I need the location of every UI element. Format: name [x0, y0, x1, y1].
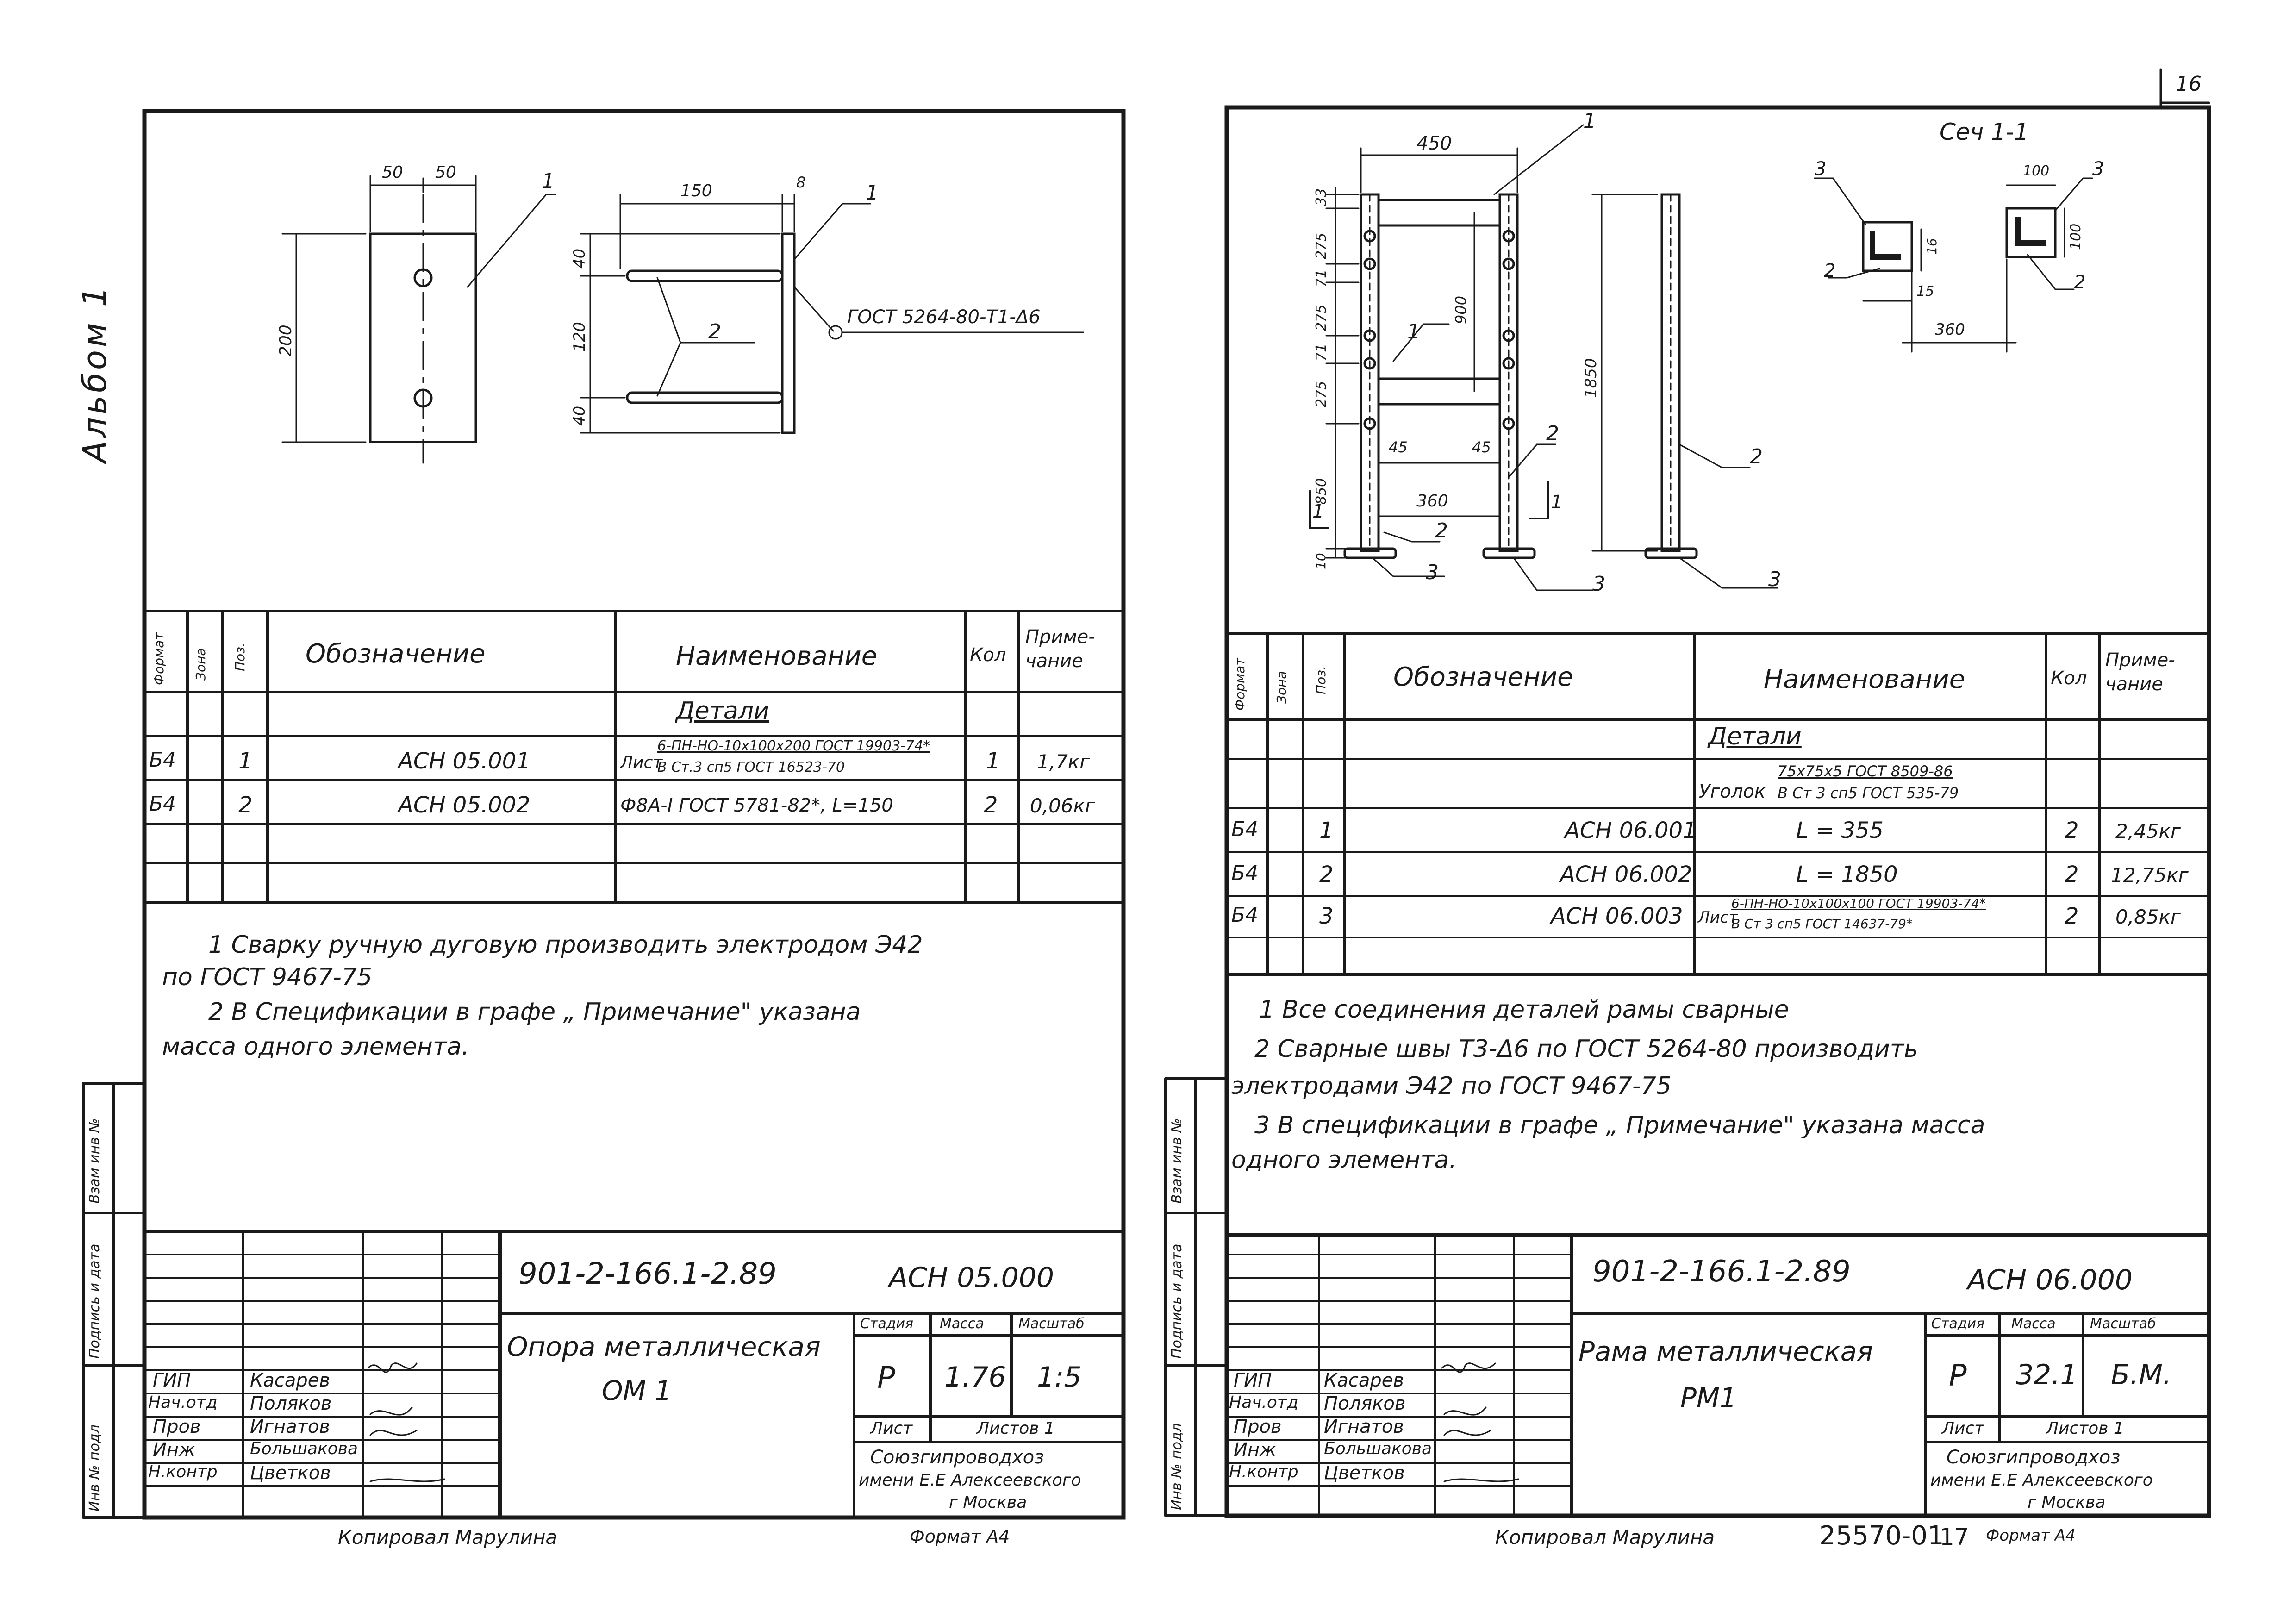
- left-role-5: Н.контр: [148, 1462, 218, 1481]
- left-row1-name-top: 6-ПН-НО-10х100х200 ГОСТ 19903-74*: [657, 738, 930, 754]
- right-tb-sheets-label: Листов 1: [2046, 1419, 2124, 1438]
- right-row1-format: Б4: [1231, 818, 1259, 841]
- right-row3-format: Б4: [1231, 903, 1259, 927]
- right-name-2: Поляков: [1324, 1393, 1406, 1414]
- right-row2-qty: 2: [2065, 862, 2079, 887]
- left-spec-h-pos: Поз.: [232, 643, 248, 671]
- right-row1-qty: 2: [2065, 818, 2079, 843]
- left-side-label-2: Подпись и дата: [87, 1243, 103, 1359]
- right-dim-33: 33: [1313, 188, 1329, 206]
- left-dim-120: 120: [570, 322, 589, 352]
- right-name-4: Большакова: [1324, 1439, 1432, 1458]
- right-tb-doc: АСН 06.000: [1967, 1264, 2133, 1296]
- page-number: 16: [2176, 72, 2202, 96]
- right-row2-format: Б4: [1231, 862, 1259, 885]
- right-role-4: Инж: [1234, 1439, 1277, 1461]
- right-footer-format: Формат А4: [1986, 1526, 2076, 1545]
- right-callout-2d: 2: [1824, 260, 1836, 281]
- right-tb-sheet-label: Лист: [1942, 1419, 1984, 1438]
- left-spec-h-zone: Зона: [193, 648, 208, 681]
- right-footer-copied: Копировал Марулина: [1495, 1526, 1715, 1549]
- left-row1-qty: 1: [986, 748, 1000, 774]
- left-dim-8: 8: [796, 174, 806, 191]
- left-tb-mass-label: Масса: [940, 1316, 984, 1332]
- left-tb-scale-label: Масштаб: [1018, 1316, 1085, 1332]
- right-section-mark-b: 1: [1551, 492, 1563, 513]
- left-row2-name: Ф8А-I ГОСТ 5781-82*, L=150: [620, 795, 893, 816]
- right-row3-note: 0,85кг: [2115, 906, 2181, 928]
- left-tb-sheet-label: Лист: [870, 1419, 913, 1438]
- left-dim-40b: 40: [570, 406, 589, 426]
- right-row2-note: 12,75кг: [2111, 864, 2189, 887]
- right-dim-900: 900: [1452, 295, 1470, 324]
- right-row2-designation: АСН 06.002: [1560, 862, 1692, 887]
- right-row3-name-bottom: В Ст 3 сп5 ГОСТ 14637-79*: [1731, 916, 1913, 931]
- left-name-3: Игнатов: [250, 1416, 330, 1437]
- left-dim-40a: 40: [570, 248, 589, 269]
- right-tb-title-2: РМ1: [1680, 1382, 1737, 1413]
- left-tb-doc: АСН 05.000: [889, 1262, 1054, 1294]
- left-footer-copied: Копировал Марулина: [338, 1526, 558, 1549]
- right-role-5: Н.контр: [1229, 1462, 1298, 1481]
- left-note-1b: по ГОСТ 9467-75: [162, 963, 373, 991]
- right-dim-1850: 1850: [1582, 358, 1600, 398]
- right-spec-material-prefix: Уголок: [1699, 781, 1766, 802]
- left-note-1: 1 Сварку ручную дуговую производить электродом Э42: [208, 931, 923, 959]
- right-note-2: 2 Сварные швы Т3-Δ6 по ГОСТ 5264-80 производить: [1254, 1035, 1918, 1063]
- right-name-1: Касарев: [1324, 1370, 1404, 1391]
- left-tb-title-2: ОМ 1: [602, 1375, 672, 1406]
- right-dim-850: 850: [1313, 478, 1329, 505]
- left-spec-h-note: Приме- чание: [1025, 626, 1095, 672]
- left-tb-title-1: Опора металлическая: [507, 1331, 821, 1362]
- left-name-4: Большакова: [250, 1439, 358, 1458]
- left-note-2: 2 В Спецификации в графе „ Примечание" указана: [208, 998, 861, 1026]
- left-footer-format: Формат А4: [910, 1526, 1010, 1547]
- right-frame-drawing: [1310, 125, 2092, 590]
- right-callout-2b: 2: [1435, 519, 1448, 543]
- right-dim-45a: 45: [1389, 438, 1408, 456]
- left-name-1: Касарев: [250, 1370, 330, 1391]
- right-note-3b: одного элемента.: [1231, 1146, 1457, 1174]
- left-role-2: Нач.отд: [148, 1393, 218, 1412]
- left-tb-org-2: имени Е.Е Алексеевского: [859, 1471, 1081, 1490]
- left-dim-200: 200: [276, 325, 295, 356]
- left-weld-note: ГОСТ 5264-80-Т1-Δ6: [847, 306, 1041, 328]
- left-note-2b: масса одного элемента.: [162, 1033, 469, 1061]
- right-note-3: 3 В спецификации в графе „ Примечание" указана масса: [1254, 1112, 1985, 1139]
- left-spec-h-designation: Обозначение: [306, 639, 486, 669]
- left-row2-format: Б4: [149, 792, 176, 816]
- left-tb-scale: 1:5: [1037, 1361, 1082, 1393]
- right-tb-org-2: имени Е.Е Алексеевского: [1930, 1471, 2153, 1490]
- right-tb-scale: Б.М.: [2111, 1359, 2172, 1391]
- right-dim-100b: 100: [2068, 223, 2084, 250]
- right-callout-3e: 3: [2092, 158, 2104, 180]
- right-row2-pos: 2: [1319, 862, 1334, 887]
- left-row1-name-prefix: Лист: [620, 753, 663, 772]
- left-callout-2: 2: [708, 320, 721, 344]
- left-name-5: Цветков: [250, 1462, 331, 1484]
- left-row1-note: 1,7кг: [1037, 750, 1090, 773]
- right-spec-h-zone: Зона: [1274, 671, 1289, 704]
- left-dim-150: 150: [680, 181, 712, 200]
- left-name-2: Поляков: [250, 1393, 332, 1414]
- right-row1-name: L = 355: [1796, 818, 1884, 843]
- left-row2-pos: 2: [238, 792, 253, 818]
- right-tb-title-1: Рама металлическая: [1578, 1336, 1873, 1367]
- left-spec-h-format: Формат: [151, 632, 167, 685]
- left-row1-format: Б4: [149, 748, 176, 772]
- right-tb-mass: 32.1: [2016, 1359, 2078, 1391]
- right-dim-71a: 71: [1313, 269, 1329, 287]
- right-tb-mass-label: Масса: [2011, 1316, 2056, 1332]
- right-spec-material-top: 75х75х5 ГОСТ 8509-86: [1778, 762, 1953, 780]
- right-note-2b: электродами Э42 по ГОСТ 9467-75: [1231, 1072, 1672, 1100]
- right-dim-360b: 360: [1935, 320, 1965, 339]
- left-tb-stage: Р: [877, 1361, 895, 1395]
- right-row1-note: 2,45кг: [2115, 820, 2181, 843]
- right-callout-2e: 2: [2074, 272, 2086, 293]
- right-dim-360: 360: [1416, 492, 1448, 511]
- right-spec-h-pos: Поз.: [1313, 666, 1329, 694]
- right-tb-scale-label: Масштаб: [2090, 1316, 2156, 1332]
- left-tb-stage-label: Стадия: [860, 1316, 914, 1332]
- right-dim-275c: 275: [1313, 381, 1329, 407]
- left-row2-note: 0,06кг: [1030, 794, 1095, 817]
- right-side-label-3: Инв № подл: [1169, 1423, 1185, 1510]
- left-dim-50a: 50: [382, 163, 403, 182]
- right-spec-h-name: Наименование: [1764, 664, 1965, 694]
- right-tb-stage-label: Стадия: [1931, 1316, 1985, 1332]
- right-callout-1a: 1: [1583, 109, 1596, 133]
- right-role-1: ГИП: [1234, 1370, 1272, 1391]
- left-spec-section: Детали: [676, 697, 769, 725]
- right-dim-100a: 100: [2023, 163, 2050, 179]
- left-spec-h-name: Наименование: [676, 641, 878, 671]
- right-dim-10: 10: [1313, 553, 1329, 569]
- left-spec-h-qty: Кол: [970, 644, 1006, 666]
- left-role-1: ГИП: [153, 1370, 191, 1391]
- right-dim-275a: 275: [1313, 232, 1329, 259]
- right-section-label: Сеч 1-1: [1940, 119, 2029, 145]
- right-spec-h-qty: Кол: [2051, 668, 2087, 689]
- right-callout-2c: 2: [1750, 445, 1763, 468]
- right-row3-name-prefix: Лист: [1698, 908, 1738, 927]
- left-callout-1a: 1: [542, 169, 555, 193]
- right-callout-1b: 1: [1407, 320, 1420, 344]
- left-row2-qty: 2: [984, 792, 998, 818]
- right-row3-qty: 2: [2065, 903, 2079, 929]
- right-note-1: 1 Все соединения деталей рамы сварные: [1259, 996, 1789, 1024]
- right-dim-450: 450: [1416, 133, 1452, 154]
- right-row3-designation: АСН 06.003: [1551, 903, 1683, 929]
- right-dim-15: 15: [1916, 283, 1934, 300]
- right-tb-org-3: г Москва: [2028, 1493, 2106, 1512]
- left-row1-pos: 1: [238, 748, 253, 774]
- right-row3-pos: 3: [1319, 903, 1334, 929]
- left-tb-mass: 1.76: [944, 1361, 1006, 1393]
- left-role-4: Инж: [153, 1439, 196, 1461]
- right-role-2: Нач.отд: [1229, 1393, 1298, 1412]
- right-footer-num: 17: [1940, 1524, 1969, 1550]
- right-dim-275b: 275: [1313, 304, 1329, 331]
- right-side-label-2: Подпись и дата: [1169, 1243, 1185, 1359]
- right-tb-org-1: Союзгипроводхоз: [1947, 1447, 2121, 1468]
- left-side-label-3: Инв № подл: [87, 1424, 103, 1512]
- right-callout-3c: 3: [1768, 568, 1781, 591]
- left-row1-name-bottom: В Ст.3 сп5 ГОСТ 16523-70: [657, 759, 845, 775]
- right-dim-16: 16: [1924, 238, 1940, 255]
- right-spec-h-designation: Обозначение: [1393, 662, 1573, 692]
- right-callout-3d: 3: [1815, 158, 1827, 180]
- right-callout-3b: 3: [1592, 572, 1605, 596]
- right-spec-material-bottom: В Ст 3 сп5 ГОСТ 535-79: [1778, 784, 1959, 802]
- right-footer-inv: 25570-01: [1819, 1521, 1944, 1551]
- left-tb-code: 901-2-166.1-2.89: [518, 1257, 777, 1291]
- right-name-5: Цветков: [1324, 1462, 1405, 1484]
- right-dim-45b: 45: [1472, 438, 1491, 456]
- right-callout-3a: 3: [1426, 561, 1439, 584]
- right-section-mark-a: 1: [1312, 501, 1324, 522]
- left-role-3: Пров: [153, 1416, 201, 1437]
- left-tb-org-3: г Москва: [949, 1493, 1027, 1512]
- right-row3-name-top: 6-ПН-НО-10х100х100 ГОСТ 19903-74*: [1731, 896, 1986, 911]
- right-row1-designation: АСН 06.001: [1565, 818, 1697, 843]
- right-role-3: Пров: [1234, 1416, 1282, 1437]
- right-spec-h-format: Формат: [1232, 658, 1248, 711]
- right-name-3: Игнатов: [1324, 1416, 1404, 1437]
- right-spec-h-note: Приме- чание: [2105, 650, 2175, 695]
- right-spec-section: Детали: [1708, 723, 1802, 750]
- right-row2-name: L = 1850: [1796, 862, 1898, 887]
- left-side-label-1: Взам инв №: [87, 1118, 103, 1204]
- left-dim-50b: 50: [435, 163, 456, 182]
- left-callout-1b: 1: [866, 181, 879, 205]
- right-row1-pos: 1: [1319, 818, 1334, 843]
- right-side-label-1: Взам инв №: [1169, 1118, 1185, 1204]
- left-tb-sheets-label: Листов 1: [977, 1419, 1055, 1438]
- left-row2-designation: АСН 05.002: [398, 792, 530, 818]
- right-tb-code: 901-2-166.1-2.89: [1592, 1255, 1851, 1289]
- right-callout-2a: 2: [1546, 422, 1559, 445]
- left-tb-org-1: Союзгипроводхоз: [870, 1447, 1044, 1468]
- album-label: Альбом 1: [76, 283, 114, 463]
- right-tb-stage: Р: [1949, 1359, 1967, 1393]
- right-dim-71b: 71: [1313, 343, 1329, 361]
- left-row1-designation: АСН 05.001: [398, 748, 530, 774]
